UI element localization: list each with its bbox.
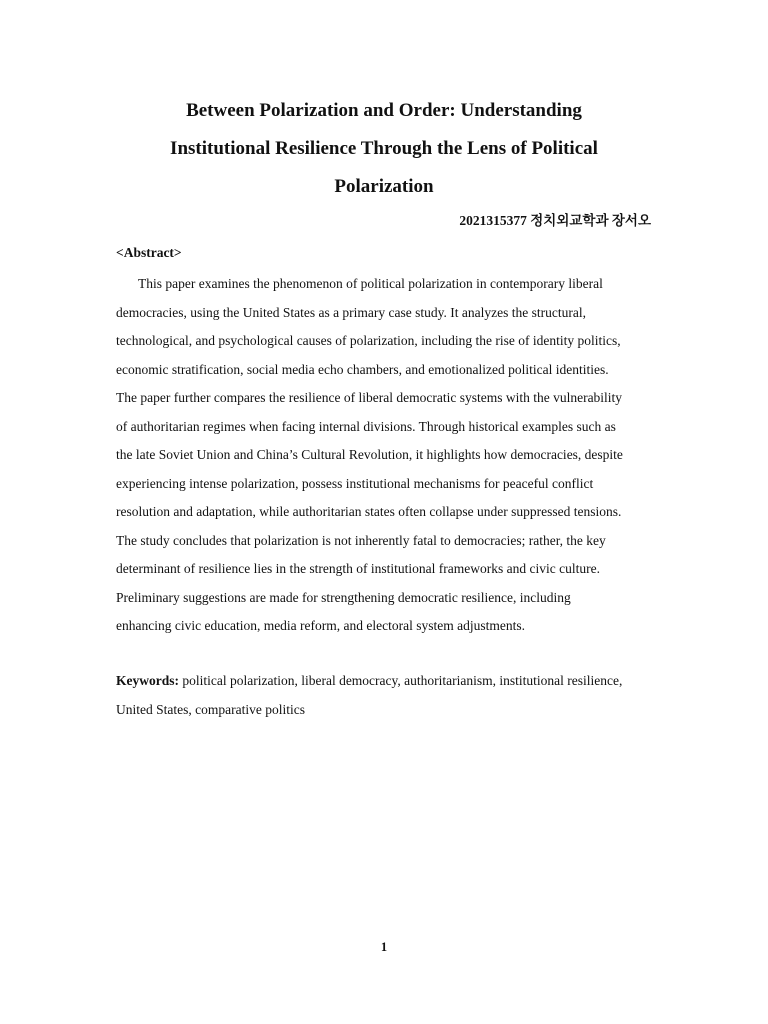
abstract-line: The study concludes that polarization is not inherently fatal to democracies; rather, the key <box>116 532 606 548</box>
title-line: Between Polarization and Order: Understanding <box>186 100 582 121</box>
abstract-line: technological, and psychological causes of polarization, including the rise of identity politics, <box>116 333 621 348</box>
keywords-label: Keywords: <box>116 673 179 688</box>
author-line: 2021315377 정치외교학과 장서오 <box>459 213 651 228</box>
keywords-text-continued: United States, comparative politics <box>116 701 305 717</box>
abstract-line: The paper further compares the resilience of liberal democratic systems with the vulnerability <box>116 390 623 405</box>
title-line: Polarization <box>334 176 434 197</box>
title-line: Institutional Resilience Through the Lens of Political <box>170 138 598 159</box>
keywords-text: political polarization, liberal democracy, authoritarianism, institutional resilience, <box>182 673 623 688</box>
paper-title <box>90 92 678 206</box>
abstract-line: economic stratification, social media echo chambers, and emotionalized political identities. <box>116 361 609 377</box>
keywords-section <box>116 667 652 724</box>
abstract-line: enhancing civic education, media reform, and electoral system adjustments. <box>116 618 525 633</box>
abstract-line: determinant of resilience lies in the strength of institutional frameworks and civic culture. <box>116 561 600 576</box>
abstract-line: the late Soviet Union and China’s Cultural Revolution, it highlights how democracies, despite <box>116 447 623 462</box>
abstract-line: resolution and adaptation, while authoritarian states often collapse under suppressed tensions. <box>116 504 622 519</box>
abstract-heading: <Abstract> <box>116 245 182 260</box>
page-number: 1 <box>380 940 388 954</box>
abstract-line: democracies, using the United States as a primary case study. It analyzes the structural, <box>116 304 586 320</box>
abstract-body <box>116 270 652 641</box>
abstract-line: of authoritarian regimes when facing internal divisions. Through historical examples such as <box>116 418 616 434</box>
abstract-line: experiencing intense polarization, possess institutional mechanisms for peaceful conflict <box>116 475 594 491</box>
abstract-line: This paper examines the phenomenon of political polarization in contemporary liberal <box>138 276 603 291</box>
abstract-line: Preliminary suggestions are made for strengthening democratic resilience, including <box>116 589 571 605</box>
